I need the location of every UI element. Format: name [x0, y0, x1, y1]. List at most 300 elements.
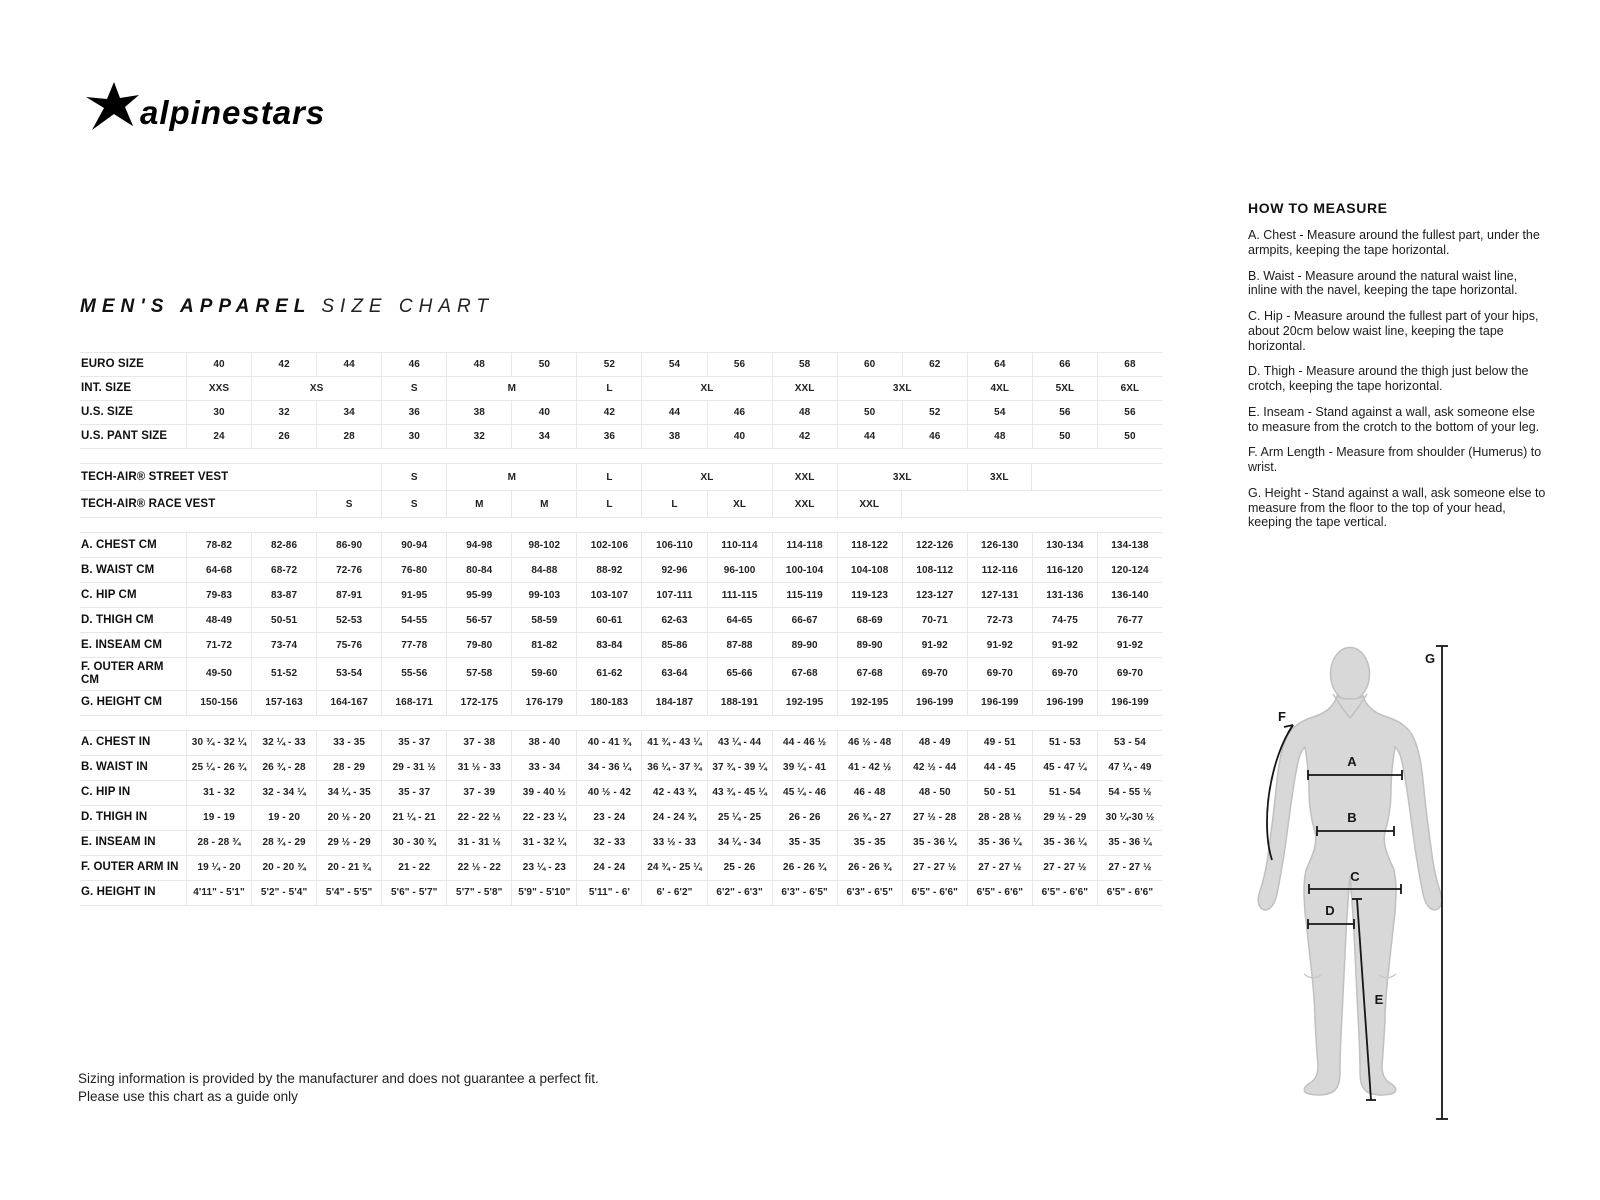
table-cell: 42 — [772, 425, 837, 448]
table-cell: XXL — [772, 464, 837, 490]
table-cell: 54 — [641, 353, 706, 376]
table-cell: 45 ¼ - 46 — [772, 781, 837, 805]
table-cell: 110-114 — [707, 533, 772, 557]
table-cell: 84-88 — [511, 558, 576, 582]
table-cell: 168-171 — [381, 691, 446, 715]
table-cell: 65-66 — [707, 658, 772, 690]
table-cell: 56 — [707, 353, 772, 376]
table-cell: 180-183 — [576, 691, 641, 715]
table-cell-empty — [902, 491, 1162, 517]
table-cell: 79-80 — [446, 633, 511, 657]
table-row — [80, 691, 1162, 716]
table-cell: 23 ¼ - 23 — [511, 856, 576, 880]
table-cell: 57-58 — [446, 658, 511, 690]
table-cell: 111-115 — [707, 583, 772, 607]
table-cell: 47 ¼ - 49 — [1097, 756, 1162, 780]
table-cell: 20 - 20 ¾ — [251, 856, 316, 880]
table-cell: 192-195 — [837, 691, 902, 715]
table-cell: 192-195 — [772, 691, 837, 715]
table-cell: XXS — [186, 377, 251, 400]
table-cell: 77-78 — [381, 633, 446, 657]
table-cell: 52 — [902, 401, 967, 424]
table-cell: 61-62 — [576, 658, 641, 690]
table-cell: 20 ½ - 20 — [316, 806, 381, 830]
table-cell: 27 - 27 ½ — [902, 856, 967, 880]
table-cell: 79-83 — [186, 583, 251, 607]
table-cell: 6'3" - 6'5" — [837, 881, 902, 905]
table-row — [80, 856, 1162, 881]
table-cell: 69-70 — [1032, 658, 1097, 690]
table-cell: 69-70 — [967, 658, 1032, 690]
table-cell: 40 - 41 ¾ — [576, 731, 641, 755]
measurement-figure — [1230, 622, 1560, 1192]
table-cell: 92-96 — [641, 558, 706, 582]
size-table — [80, 352, 1162, 920]
table-cell: 100-104 — [772, 558, 837, 582]
table-cell: 6'5" - 6'6" — [902, 881, 967, 905]
figure-label-c: C — [1350, 869, 1360, 884]
how-to-measure-panel — [1248, 200, 1548, 541]
table-cell: 91-95 — [381, 583, 446, 607]
table-cell: M — [446, 491, 511, 517]
table-row — [80, 463, 1162, 491]
table-cell: 30 - 30 ¾ — [381, 831, 446, 855]
table-cell: 29 ½ - 29 — [316, 831, 381, 855]
table-cell: 31 ½ - 33 — [446, 756, 511, 780]
table-cell: 30 — [381, 425, 446, 448]
table-cell: 40 — [707, 425, 772, 448]
table-cell: 31 - 31 ½ — [446, 831, 511, 855]
table-cell: 69-70 — [902, 658, 967, 690]
table-cell: 71-72 — [186, 633, 251, 657]
table-cell: 41 - 42 ½ — [837, 756, 902, 780]
table-cell: 38 - 40 — [511, 731, 576, 755]
measure-item-height: G. Height - Stand against a wall, ask someone else to measure from the floor to the top of your head, keeping the tape vertical. — [1248, 485, 1546, 530]
table-cell: 48 - 50 — [902, 781, 967, 805]
table-cell: 120-124 — [1097, 558, 1162, 582]
table-cell: 119-123 — [837, 583, 902, 607]
table-block-sizes — [80, 352, 1162, 449]
table-cell: 87-91 — [316, 583, 381, 607]
table-cell: 42 - 43 ¾ — [641, 781, 706, 805]
table-cell: S — [381, 377, 446, 400]
row-label: U.S. PANT SIZE — [81, 430, 168, 443]
table-cell: 37 - 38 — [446, 731, 511, 755]
table-cell: 95-99 — [446, 583, 511, 607]
table-cell: L — [576, 491, 641, 517]
table-cell: 42 ½ - 44 — [902, 756, 967, 780]
table-cell: 4'11" - 5'1" — [186, 881, 251, 905]
table-cell: 5'9" - 5'10" — [511, 881, 576, 905]
table-cell: 46 ½ - 48 — [837, 731, 902, 755]
table-cell: 5'7" - 5'8" — [446, 881, 511, 905]
table-cell: 32 - 33 — [576, 831, 641, 855]
table-cell: 35 - 36 ¼ — [902, 831, 967, 855]
table-cell: 85-86 — [641, 633, 706, 657]
row-label: INT. SIZE — [81, 382, 132, 395]
table-row — [80, 558, 1162, 583]
table-cell: 50 — [837, 401, 902, 424]
measure-item-hip: C. Hip - Measure around the fullest part of your hips, about 20cm below waist line, keeping the tape horizontal. — [1248, 309, 1539, 353]
table-cell-empty — [1032, 464, 1162, 490]
table-cell: 19 - 20 — [251, 806, 316, 830]
table-cell: 48-49 — [186, 608, 251, 632]
table-cell: 196-199 — [902, 691, 967, 715]
table-row — [80, 730, 1162, 756]
table-cell: 82-86 — [251, 533, 316, 557]
table-cell: 196-199 — [1097, 691, 1162, 715]
table-cell: 3XL — [837, 377, 967, 400]
row-label: B. WAIST IN — [81, 761, 148, 774]
row-label: C. HIP IN — [81, 786, 131, 799]
table-cell: 102-106 — [576, 533, 641, 557]
table-row — [80, 608, 1162, 633]
table-row — [80, 658, 1162, 691]
table-cell: 49 - 51 — [967, 731, 1032, 755]
table-cell: 51 - 54 — [1032, 781, 1097, 805]
table-cell: 27 - 27 ½ — [1032, 856, 1097, 880]
table-cell: 32 — [446, 425, 511, 448]
table-cell: 34 — [511, 425, 576, 448]
table-cell: 26 - 26 — [772, 806, 837, 830]
table-cell: XS — [251, 377, 381, 400]
table-cell: 64-65 — [707, 608, 772, 632]
table-row — [80, 583, 1162, 608]
table-cell: 91-92 — [967, 633, 1032, 657]
table-cell: 104-108 — [837, 558, 902, 582]
table-row — [80, 881, 1162, 906]
table-cell: 31 - 32 ¼ — [511, 831, 576, 855]
table-cell: 83-87 — [251, 583, 316, 607]
footer-line-2: Please use this chart as a guide only — [78, 1089, 298, 1105]
table-cell: 176-179 — [511, 691, 576, 715]
table-cell: 52 — [576, 353, 641, 376]
table-cell: 91-92 — [1097, 633, 1162, 657]
table-cell: 28 — [316, 425, 381, 448]
table-cell: 5'11" - 6' — [576, 881, 641, 905]
table-cell: XXL — [772, 377, 837, 400]
table-row — [80, 756, 1162, 781]
footer-line-1: Sizing information is provided by the manufacturer and does not guarantee a perfect fit. — [78, 1071, 599, 1086]
table-cell: 3XL — [967, 464, 1032, 490]
table-cell: 86-90 — [316, 533, 381, 557]
row-label: B. WAIST CM — [81, 563, 155, 576]
table-cell: 131-136 — [1032, 583, 1097, 607]
table-cell: 196-199 — [967, 691, 1032, 715]
table-cell: 35 - 36 ¼ — [1032, 831, 1097, 855]
table-cell: 50-51 — [251, 608, 316, 632]
table-cell: 44 - 45 — [967, 756, 1032, 780]
table-cell: 42 — [251, 353, 316, 376]
table-cell: 43 ¼ - 44 — [707, 731, 772, 755]
table-cell: XL — [641, 377, 771, 400]
table-cell: 35 - 36 ¼ — [967, 831, 1032, 855]
table-cell: 83-84 — [576, 633, 641, 657]
table-cell: 76-77 — [1097, 608, 1162, 632]
table-cell: 196-199 — [1032, 691, 1097, 715]
table-cell: 40 — [186, 353, 251, 376]
table-cell: 38 — [446, 401, 511, 424]
table-cell: 112-116 — [967, 558, 1032, 582]
table-cell: 46 — [707, 401, 772, 424]
figure-label-g: G — [1424, 651, 1436, 666]
table-cell: S — [381, 464, 446, 490]
table-cell: 81-82 — [511, 633, 576, 657]
alpinestars-star-icon — [86, 82, 139, 130]
table-cell: 54-55 — [381, 608, 446, 632]
table-cell: XL — [641, 464, 771, 490]
table-cell: 51 - 53 — [1032, 731, 1097, 755]
table-cell: 80-84 — [446, 558, 511, 582]
table-cell: 41 ¾ - 43 ¼ — [641, 731, 706, 755]
table-cell: 24 - 24 ¾ — [641, 806, 706, 830]
table-cell: 62-63 — [641, 608, 706, 632]
table-cell: 64 — [967, 353, 1032, 376]
table-cell: 35 - 35 — [772, 831, 837, 855]
table-cell: 96-100 — [707, 558, 772, 582]
table-cell: 123-127 — [902, 583, 967, 607]
table-cell: 67-68 — [837, 658, 902, 690]
table-cell: 56 — [1032, 401, 1097, 424]
table-cell: 74-75 — [1032, 608, 1097, 632]
table-cell: 126-130 — [967, 533, 1032, 557]
table-cell: 26 ¾ - 27 — [837, 806, 902, 830]
measure-item-thigh: D. Thigh - Measure around the thigh just below the crotch, keeping the tape horizontal. — [1248, 364, 1529, 393]
table-cell: 42 — [576, 401, 641, 424]
page-title-sub: SIZE CHART — [321, 296, 494, 317]
table-cell: 53-54 — [316, 658, 381, 690]
table-cell: 54 - 55 ½ — [1097, 781, 1162, 805]
table-cell: 68-72 — [251, 558, 316, 582]
table-cell: 19 ¼ - 20 — [186, 856, 251, 880]
table-cell: 6'5" - 6'6" — [1032, 881, 1097, 905]
table-cell: 73-74 — [251, 633, 316, 657]
table-cell: 114-118 — [772, 533, 837, 557]
row-label: G. HEIGHT CM — [81, 696, 163, 709]
table-cell: 88-92 — [576, 558, 641, 582]
table-cell: 188-191 — [707, 691, 772, 715]
table-cell: 35 - 37 — [381, 731, 446, 755]
table-cell: 134-138 — [1097, 533, 1162, 557]
table-cell: 172-175 — [446, 691, 511, 715]
table-cell: 34 - 36 ¼ — [576, 756, 641, 780]
table-cell: 6' - 6'2" — [641, 881, 706, 905]
table-cell: 25 ¼ - 26 ¾ — [186, 756, 251, 780]
table-cell: 99-103 — [511, 583, 576, 607]
table-cell: 45 - 47 ¼ — [1032, 756, 1097, 780]
row-label: D. THIGH CM — [81, 613, 154, 626]
table-cell: 89-90 — [837, 633, 902, 657]
how-to-measure-heading: HOW TO MEASURE — [1248, 200, 1388, 216]
table-cell: 27 - 27 ½ — [967, 856, 1032, 880]
table-cell: 29 - 31 ½ — [381, 756, 446, 780]
table-cell: 50 — [511, 353, 576, 376]
table-cell: 26 ¾ - 28 — [251, 756, 316, 780]
table-cell: 136-140 — [1097, 583, 1162, 607]
table-cell: 5XL — [1032, 377, 1097, 400]
brand-wordmark: alpinestars — [140, 94, 326, 131]
table-cell: 75-76 — [316, 633, 381, 657]
row-label: A. CHEST CM — [81, 538, 157, 551]
table-cell: 24 ¾ - 25 ¼ — [641, 856, 706, 880]
table-cell: XL — [707, 491, 772, 517]
table-cell: 44 — [316, 353, 381, 376]
table-cell: 60-61 — [576, 608, 641, 632]
table-cell: 6'3" - 6'5" — [772, 881, 837, 905]
table-cell: 39 - 40 ½ — [511, 781, 576, 805]
table-cell: 32 - 34 ¼ — [251, 781, 316, 805]
table-cell: 22 ½ - 22 — [446, 856, 511, 880]
table-cell: 108-112 — [902, 558, 967, 582]
table-cell: 19 - 19 — [186, 806, 251, 830]
figure-label-d: D — [1325, 903, 1335, 918]
row-label: TECH-AIR® RACE VEST — [81, 497, 216, 510]
table-cell: 35 - 36 ¼ — [1097, 831, 1162, 855]
row-label: TECH-AIR® STREET VEST — [81, 470, 229, 483]
table-cell: 22 - 23 ¼ — [511, 806, 576, 830]
table-row — [80, 377, 1162, 401]
table-cell: 46 — [381, 353, 446, 376]
table-cell: 28 ¾ - 29 — [251, 831, 316, 855]
page-title-main: MEN'S APPAREL — [80, 296, 312, 317]
measure-item-waist: B. Waist - Measure around the natural waist line, inline with the navel, keeping the tape horizontal. — [1248, 268, 1518, 298]
table-cell: 107-111 — [641, 583, 706, 607]
figure-label-a: A — [1347, 754, 1357, 769]
table-block-in — [80, 730, 1162, 906]
table-cell: 26 - 26 ¾ — [772, 856, 837, 880]
table-row — [80, 425, 1162, 449]
table-cell: 5'2" - 5'4" — [251, 881, 316, 905]
table-cell: 72-73 — [967, 608, 1032, 632]
table-cell: 6'2" - 6'3" — [707, 881, 772, 905]
footer-disclaimer — [78, 1070, 599, 1106]
table-cell: 22 - 22 ½ — [446, 806, 511, 830]
table-cell: 40 ½ - 42 — [576, 781, 641, 805]
table-cell: 32 — [251, 401, 316, 424]
table-row — [80, 781, 1162, 806]
table-cell: 23 - 24 — [576, 806, 641, 830]
table-cell: 50 — [1032, 425, 1097, 448]
row-label: EURO SIZE — [81, 358, 144, 371]
table-cell: 31 - 32 — [186, 781, 251, 805]
table-cell: 40 — [511, 401, 576, 424]
table-cell: 25 - 26 — [707, 856, 772, 880]
table-cell: L — [576, 464, 641, 490]
table-cell: 58 — [772, 353, 837, 376]
measure-item-chest: A. Chest - Measure around the fullest part, under the armpits, keeping the tape horizontal. — [1248, 228, 1540, 257]
table-cell: 49-50 — [186, 658, 251, 690]
table-cell: 6'5" - 6'6" — [967, 881, 1032, 905]
table-cell: 150-156 — [186, 691, 251, 715]
table-cell: 34 ¼ - 35 — [316, 781, 381, 805]
table-cell: 98-102 — [511, 533, 576, 557]
table-cell: 122-126 — [902, 533, 967, 557]
table-cell: 32 ¼ - 33 — [251, 731, 316, 755]
table-cell: 116-120 — [1032, 558, 1097, 582]
table-cell: 89-90 — [772, 633, 837, 657]
table-cell: 56 — [1097, 401, 1162, 424]
table-cell: 90-94 — [381, 533, 446, 557]
table-cell: 44 — [837, 425, 902, 448]
table-cell: 44 — [641, 401, 706, 424]
row-label: U.S. SIZE — [81, 406, 134, 419]
page-title — [80, 296, 494, 318]
table-cell: L — [641, 491, 706, 517]
table-cell: 30 ¾ - 32 ¼ — [186, 731, 251, 755]
table-cell: 28 - 28 ½ — [967, 806, 1032, 830]
table-cell: 78-82 — [186, 533, 251, 557]
table-cell: 60 — [837, 353, 902, 376]
table-cell: 91-92 — [1032, 633, 1097, 657]
row-label: C. HIP CM — [81, 588, 137, 601]
table-row — [80, 532, 1162, 558]
table-cell: M — [511, 491, 576, 517]
table-cell: 36 — [576, 425, 641, 448]
table-cell: 164-167 — [316, 691, 381, 715]
table-cell: 26 — [251, 425, 316, 448]
row-label: F. OUTER ARM CM — [81, 661, 164, 686]
table-cell: 24 — [186, 425, 251, 448]
table-cell: 6'5" - 6'6" — [1097, 881, 1162, 905]
table-cell: 184-187 — [641, 691, 706, 715]
table-cell: 35 - 35 — [837, 831, 902, 855]
table-cell: 63-64 — [641, 658, 706, 690]
table-cell: 115-119 — [772, 583, 837, 607]
table-cell: 62 — [902, 353, 967, 376]
table-cell: 36 ¼ - 37 ¾ — [641, 756, 706, 780]
table-cell: 48 — [967, 425, 1032, 448]
row-label: D. THIGH IN — [81, 811, 148, 824]
table-cell: 21 - 22 — [381, 856, 446, 880]
table-cell: 29 ½ - 29 — [1032, 806, 1097, 830]
table-row — [80, 806, 1162, 831]
table-cell: 106-110 — [641, 533, 706, 557]
table-cell: 34 — [316, 401, 381, 424]
measure-item-arm: F. Arm Length - Measure from shoulder (Humerus) to wrist. — [1248, 445, 1542, 474]
table-cell: 4XL — [967, 377, 1032, 400]
table-cell: 33 - 34 — [511, 756, 576, 780]
table-cell: 58-59 — [511, 608, 576, 632]
table-cell: M — [446, 464, 576, 490]
table-cell: 36 — [381, 401, 446, 424]
table-cell: 67-68 — [772, 658, 837, 690]
table-cell: 6XL — [1097, 377, 1162, 400]
table-cell: 27 - 27 ½ — [1097, 856, 1162, 880]
table-cell: 39 ¼ - 41 — [772, 756, 837, 780]
table-cell: 46 - 48 — [837, 781, 902, 805]
table-row — [80, 831, 1162, 856]
table-cell: 55-56 — [381, 658, 446, 690]
table-cell: S — [316, 491, 381, 517]
table-cell: 5'4" - 5'5" — [316, 881, 381, 905]
table-cell: 50 — [1097, 425, 1162, 448]
table-cell: 3XL — [837, 464, 967, 490]
table-cell: 21 ¼ - 21 — [381, 806, 446, 830]
table-cell-empty — [186, 491, 316, 517]
table-cell: 72-76 — [316, 558, 381, 582]
table-cell: 130-134 — [1032, 533, 1097, 557]
figure-label-f: F — [1278, 709, 1286, 724]
table-cell: 70-71 — [902, 608, 967, 632]
table-cell: 48 - 49 — [902, 731, 967, 755]
measure-item-inseam: E. Inseam - Stand against a wall, ask someone else to measure from the crotch to the bottom of your leg. — [1248, 404, 1540, 434]
table-cell: 68 — [1097, 353, 1162, 376]
table-cell: XXL — [837, 491, 902, 517]
table-cell: 157-163 — [251, 691, 316, 715]
table-cell: 53 - 54 — [1097, 731, 1162, 755]
table-cell: L — [576, 377, 641, 400]
table-cell: 87-88 — [707, 633, 772, 657]
